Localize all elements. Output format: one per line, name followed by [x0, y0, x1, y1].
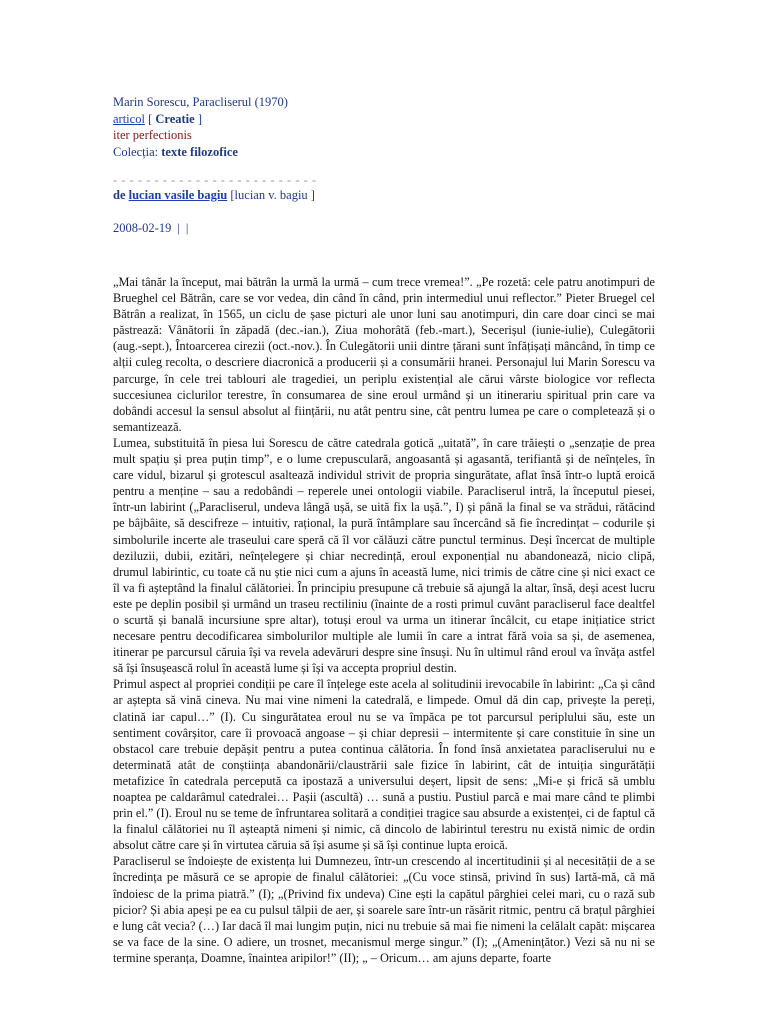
collection-label: Colecția: [113, 144, 162, 159]
author-prefix: de [113, 188, 129, 202]
series-label: iter perfectionis [113, 128, 192, 142]
collection-value: texte filozofice [161, 144, 238, 159]
date-line [113, 221, 188, 236]
separator-line: - - - - - - - - - - - - - - - - - - - - - - - - - [113, 173, 317, 187]
date-separator-1: | [177, 221, 180, 235]
category-line [113, 111, 288, 128]
category-bracket-open: [ [144, 111, 156, 126]
body-paragraph: „Mai tânăr la început, mai bătrân la urmă la urmă – cum trece vremea!”. „Pe rozetă: cele patru anotimpuri de Brueghel cel Bătrân, care se vor vedea, din când în când, prin intermediul unui reflector.” Pieter Bruegel cel Bătrân a realizat, în 1565, un ciclu de șase picturi ale unor luni sau anotimpuri, din care doar cinci se mai păstrează: Vânătorii în zăpadă (dec.-ian.), Ziua mohorâtă (feb.-mart.), Secerișul (iunie-iulie), Culegătorii (aug.-sept.), Întoarcerea cirezii (oct.-nov.). În Culegătorii unii dintre țărani sunt înfățișați mâncând, în timp ce alții culeg recolta, o descriere diacronică a producerii și a consumării hranei. Personajul lui Marin Sorescu va parcurge, în cele trei tablouri ale tragediei, un periplu existențial ale cărui vârste biologice vor reflecta succesiunea ciclurilor terestre, în consumarea de sine eroul urmând și un itinerariu spiritual prin care va dobândi accesul la sensul absolut al ființării, nu atât pentru sine, cât pentru lumea pe care o completează și o semantizează. [113, 275, 655, 434]
author-link[interactable]: lucian vasile bagiu [128, 188, 228, 202]
publish-date: 2008-02-19 [113, 221, 172, 235]
body-paragraph: Primul aspect al propriei condiții pe care îl înțelege este acela al solitudinii irevocabile în labirint: „Ca și când ar aștepta să vină cineva. Nu mai vine nimeni la catedrală, e limpede. Omul dă din cap, privește la pereți, clatină iar capul…” (I). Cu singurătatea eroul nu se va împăca pe tot parcursul periplului său, este un sentiment covârșitor, care îi provoacă angoase – și chiar depresii – intermitente și care constituie în sine un obstacol care trebuie depășit pentru a putea continua călătoria. În fond însă anxietatea paracliserului nu e determinată atât de conștiința abandonării/claustrării sale fizice în labirint, cât de intuiția singurătății metafizice în catedrala percepută ca ipostază a universului deșert, lipsit de sens: „Mi-e și frică să umblu noaptea pe caldarâmul catedralei… Pașii (ascultă) … sună a pustiu. Pustiul parcă e mai mare când te plimbi prin el.” (I). Eroul nu se teme de înfruntarea solitară a condiției tragice sau absurde a existenței, ci de faptul că la finalul călătoriei nu îl așteaptă nimeni și nimic, că dincolo de labirintul terestru nu există nimic de ordin absolut către care și în virtutea căruia să își asume și să își continue lupta eroică. [113, 677, 655, 853]
article-header [113, 94, 288, 160]
date-separator-2: | [185, 221, 189, 235]
category-bracket-close: ] [194, 111, 202, 126]
body-paragraph: Paracliserul se îndoiește de existența lui Dumnezeu, într-un crescendo al incertitudinii și al necesității de a se încredința pe măsură ce se apropie de finalul călătoriei: „(Cu voce stinsă, privind în sus) Iartă-mă, că mă îndoiesc de la prima piatră.” (I); „(Privind fix undeva) Cine ești la capătul pârghiei celei mari, cu o rază sub picior? Și abia apeși pe ea cu pulsul tălpii de aer, și soarele sare într-un răsărit ritmic, pentru că brațul pârghiei e lung cât vecia? (…) Iar dacă îl mai lungim puțin, nici nu trebuie să mai fie nimeni la celălalt capăt: mișcarea se va face de la sine. O adiere, un trosnet, mecanismul merge singur.” (I); „(Amenințător.) Vezi să nu ni se termine speranța, Doamne, înaintea aripilor!” (II); „ – Oricum… am ajuns departe, foarte [113, 854, 655, 965]
author-line [113, 188, 315, 203]
collection-line [113, 144, 288, 161]
category-link[interactable]: articol [113, 111, 145, 126]
author-alias: [lucian v. bagiu ] [227, 188, 315, 202]
article-body [113, 274, 655, 966]
category-value: Creatie [155, 111, 195, 126]
body-paragraph: Lumea, substituită în piesa lui Sorescu de către catedrala gotică „uitată”, în care trăiești o „senzație de prea mult spațiu și prea puțin timp”, e o lume crepusculară, angoasantă și agasantă, terifiantă și de neînțeles, în care vidul, bizarul și grotescul asaltează individul strivit de propria singurătate, aflat însă într-o luptă eroică pentru a menține – sau a redobândi – reperele unei ontologii viabile. Paracliserul intră, la începutul piesei, într-un labirint („Paracliserul, undeva lângă ușă, se uită fix la ușă.”, I) și până la final se va strădui, rătăcind pe bâjbâite, să descifreze – intuitiv, rațional, la pură întâmplare sau încercând să fie încredințat – codurile și simbolurile incerte ale traseului care speră că îl vor călăuzi către punctul terminus. Deși încercat de multiple deziluzii, dubii, ezitări, neînțelegere și chiar necredință, eroul exponențial nu abandonează, nicio clipă, drumul labirintic, cu toate că nu știe nici cum a ajuns în această lume, nici trimis de către cine și nici exact ce îl va fi așteptând la finalul călătoriei. În principiu presupune că trebuie să ajungă la altar, însă, deși acest lucru este pe deplin posibil și urmând un traseu rectiliniu (înainte de a rosti primul cuvânt paracliserul face dealtfel o scurtă și banală incursiune spre altar), totuși eroul va urma un itinerar încâlcit, cu etape inițiatice strict necesare pentru decodificarea simbolurilor multiple ale lumii în care a intrat fără voia sa și, de asemenea, itinerar pe parcursul căruia își va revela adevăruri despre sine însuși. Nu în ultimul rând eroul va învăța astfel să își însușească rolul în această lume și își va accepta propriul destin. [113, 435, 655, 676]
article-title: Marin Sorescu, Paracliserul (1970) [113, 95, 288, 109]
